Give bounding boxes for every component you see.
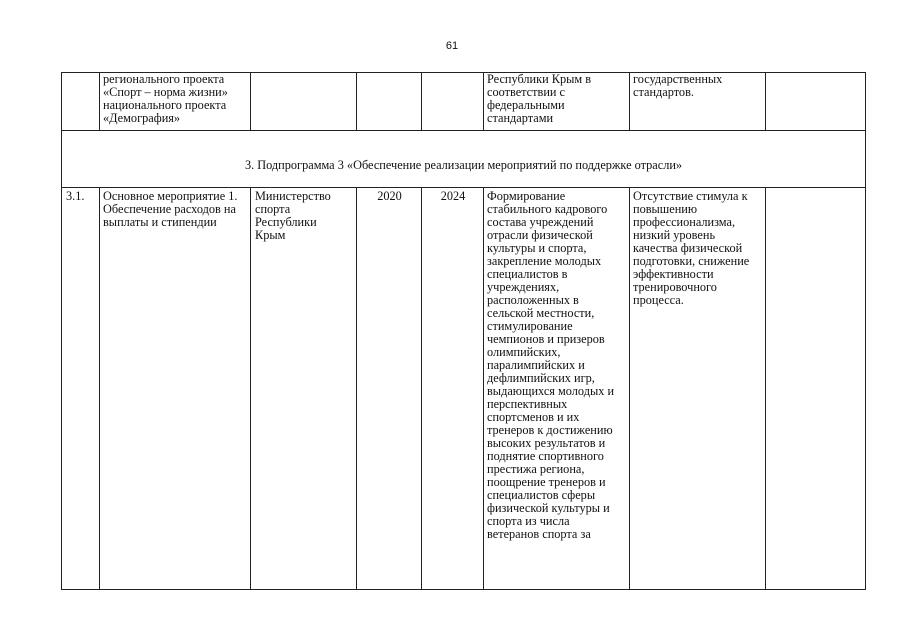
cell-end-year: 2024 <box>440 189 466 203</box>
program-table <box>61 72 866 590</box>
section-title: 3. Подпрограмма 3 «Обеспечение реализации мероприятий по поддержке отрасли» <box>244 158 683 172</box>
column-divider <box>629 73 630 130</box>
row-divider <box>62 187 865 188</box>
cell-activity-name: регионального проекта «Спорт – норма жизни» национального проекта «Демография» <box>103 72 228 125</box>
column-divider <box>421 73 422 130</box>
row-divider <box>62 130 865 131</box>
column-divider <box>356 187 357 589</box>
column-divider <box>250 73 251 130</box>
column-divider <box>421 187 422 589</box>
column-divider <box>483 187 484 589</box>
column-divider <box>99 187 100 589</box>
column-divider <box>250 187 251 589</box>
cell-expected-result: Республики Крым в соответствии с федеральными стандартами <box>487 72 592 125</box>
column-divider <box>356 73 357 130</box>
cell-activity-name: Основное мероприятие 1. Обеспечение расходов на выплаты и стипендии <box>103 189 238 229</box>
column-divider <box>765 187 766 589</box>
cell-row-number: 3.1. <box>66 189 85 203</box>
column-divider <box>99 73 100 130</box>
cell-consequence: государственных стандартов. <box>633 72 723 99</box>
column-divider <box>483 73 484 130</box>
page-number: 61 <box>445 40 459 52</box>
column-divider <box>629 187 630 589</box>
cell-executor: Министерство спорта Республики Крым <box>255 189 331 242</box>
cell-start-year: 2020 <box>377 189 402 203</box>
cell-consequence: Отсутствие стимула к повышению профессионализма, низкий уровень качества физической подготовки, снижение эффективности тренировочного процесса. <box>633 189 750 307</box>
column-divider <box>765 73 766 130</box>
cell-expected-result: Формирование стабильного кадрового состава учреждений отрасли физической культуры и спорта, закрепление молодых специалистов в учреждениях, расположенных в сельской местности, стимулирование чемпионов и призеров олимпийских, паралимпийских и дефлимпийских игр, выдающихся молодых и перспективных спортсменов и их тренеров к достижению высоких результатов и поднятие спортивного престижа региона, поощрение тренеров и специалистов сферы физической культуры и спорта из числа ветеранов спорта за <box>487 189 615 541</box>
